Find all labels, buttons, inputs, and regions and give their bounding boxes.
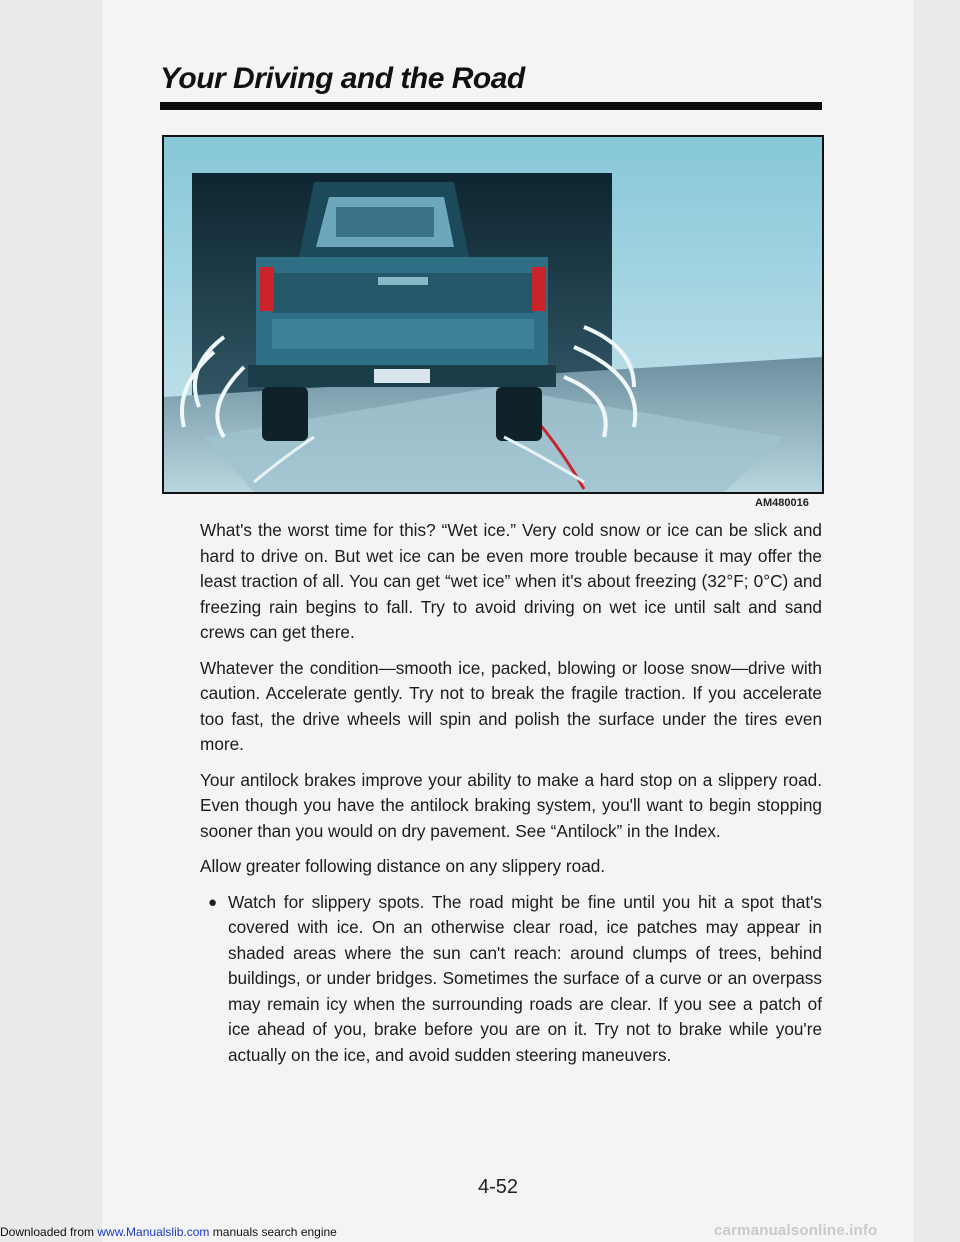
figure-code: AM480016: [755, 497, 809, 509]
bullet-icon: ●: [208, 893, 218, 911]
list-item-text: Watch for slippery spots. The road might be fine until you hit a spot that's covered with ice. On an otherwise clear road, ice patches may appear in shaded areas where the sun can't reach: around clumps of trees, behind buildings, or under bridges. Sometimes the surface of a curve or an overpass may remain icy when the surrounding roads are clear. If you see a patch of ice ahead of you, brake before you are on it. Try not to brake while you're actually on the ice, and avoid sudden steering maneuvers.: [228, 891, 822, 1065]
section-heading: Your Driving and the Road: [160, 62, 525, 95]
list-item: [208, 890, 822, 1069]
paragraph: Your antilock brakes improve your ability to make a hard stop on a slippery road. Even though you have the antilock braking system, you'll want to begin stopping sooner than you would on dry pavement. See “Antilock” in the Index.: [200, 769, 822, 841]
truck-illustration: [164, 137, 822, 492]
body-text: [200, 518, 822, 1068]
footer-suffix: manuals search engine: [209, 1225, 337, 1239]
watermark: carmanualsonline.info: [714, 1222, 878, 1239]
bullet-list: [200, 890, 822, 1069]
paragraph: Whatever the condition—smooth ice, packed, blowing or loose snow—drive with caution. Accelerate gently. Try not to break the fragile traction. If you accelerate too fast, the drive wheels will spin and polish the surface under the tires even more.: [200, 657, 822, 754]
paragraph: What's the worst time for this? “Wet ice.” Very cold snow or ice can be slick and hard to drive on. But wet ice can be even more trouble because it may offer the least traction of all. You can get “wet ice” when it's about freezing (32°F; 0°C) and freezing rain begins to fall. Try to avoid driving on wet ice until salt and sand crews can get there.: [200, 520, 822, 642]
page-number: 4-52: [478, 1176, 519, 1198]
figure-frame: [162, 135, 824, 494]
footer-prefix: Downloaded from: [0, 1225, 98, 1239]
heading-rule: [160, 102, 822, 110]
paragraph: Allow greater following distance on any slippery road.: [200, 856, 606, 876]
manualslib-link[interactable]: www.Manualslib.com: [97, 1225, 210, 1239]
download-footer: [0, 1225, 337, 1239]
